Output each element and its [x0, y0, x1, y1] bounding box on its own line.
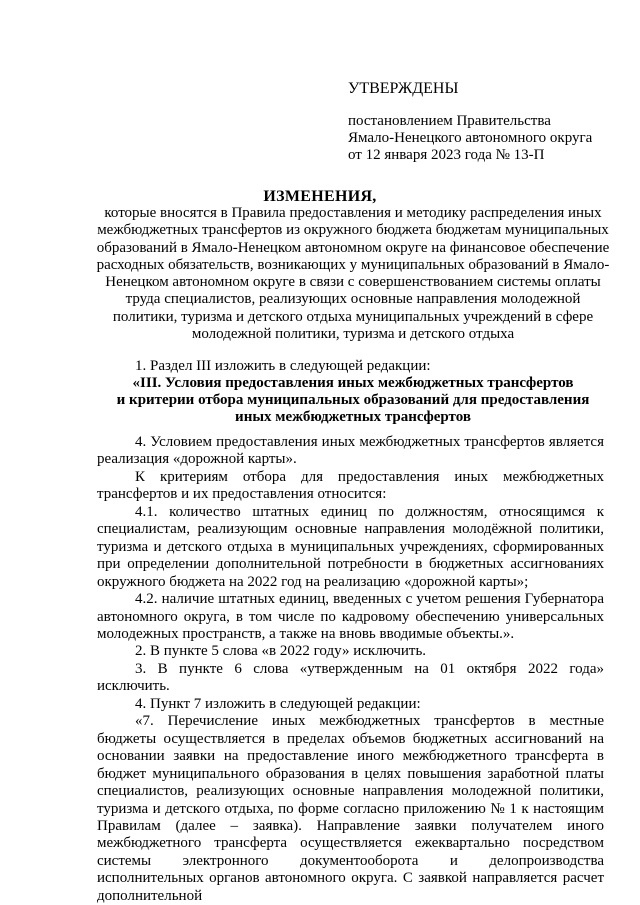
approval-line: от 12 января 2023 года № 13-П	[348, 147, 545, 163]
paragraph: 4. Условием предоставления иных межбюджетных трансфертов является реализация «дорожной карты».	[97, 434, 604, 468]
paragraph: 4.2. наличие штатных единиц, введенных с учетом решения Губернатора автономного округа, в том числе по кадровому обеспечению универсальных молодежных пространств, а также на вновь вводимые объекты.».	[97, 591, 604, 642]
section-heading-line: и критерии отбора муниципальных образований для предоставления	[116, 392, 590, 408]
approval-heading: УТВЕРЖДЕНЫ	[348, 80, 459, 97]
paragraph: «7. Перечисление иных межбюджетных трансфертов в местные бюджеты осуществляется в пределах объемов бюджетных ассигнований на основании заявки на предоставление иного межбюджетного трансферта в бюджет муниципального образования в целях повышения заработной платы специалистов, реализующих основные направления молодежной политики, туризма и детского отдыха, по форме согласно приложению № 1 к настоящим Правилам (далее – заявка). Направление заявки получателем иного межбюджетного трансферта осуществляется ежеквартально посредством системы электронного документооборота и делопроизводства исполнительных органов автономного округа. С заявкой направляется расчет дополнительной	[97, 713, 604, 904]
paragraph: 2. В пункте 5 слова «в 2022 году» исключить.	[135, 643, 427, 660]
document-title: ИЗМЕНЕНИЯ,	[263, 188, 377, 205]
paragraph: 3. В пункте 6 слова «утвержденным на 01 октября 2022 года» исключить.	[97, 660, 604, 695]
document-body	[97, 434, 604, 905]
approval-line: постановлением Правительства	[348, 113, 551, 129]
section-heading-line: «III. Условия предоставления иных межбюджетных трансфертов	[132, 375, 574, 391]
approval-block	[348, 80, 628, 164]
paragraph: 4. Пункт 7 изложить в следующей редакции:	[135, 695, 421, 712]
document-subtitle: которые вносятся в Правила предоставления и методику распределения иных межбюджетных трансфертов из окружного бюджета бюджетам муниципальных образований в Ямало-Ненецком автономном округе на финансовое обеспечение расходных обязательств, возникающих у муниципальных образований в Ямало-Ненецком автономном округе в связи с совершенствованием системы оплаты труда специалистов, реализующих основные направления молодежной политики, туризма и детского отдыха муниципальных учреждений в сфере молодежной политики, туризма и детского отдыха	[96, 205, 610, 343]
paragraph: К критериям отбора для предоставления иных межбюджетных трансфертов и их предоставления относится:	[97, 468, 604, 503]
approval-line: Ямало-Ненецкого автономного округа	[348, 130, 593, 146]
section-heading-line: иных межбюджетных трансфертов	[235, 409, 471, 425]
section-heading	[92, 375, 614, 426]
item-1-text: 1. Раздел III изложить в следующей редакции:	[135, 358, 431, 374]
paragraph: 4.1. количество штатных единиц по должностям, относящимся к специалистам, реализующим основные направления молодёжной политики, туризма и детского отдыха в муниципальных учреждениях, сформированных при определении дополнительной потребности в бюджетных ассигнованиях окружного бюджета на 2022 год на реализацию «дорожной карты»;	[97, 503, 604, 590]
